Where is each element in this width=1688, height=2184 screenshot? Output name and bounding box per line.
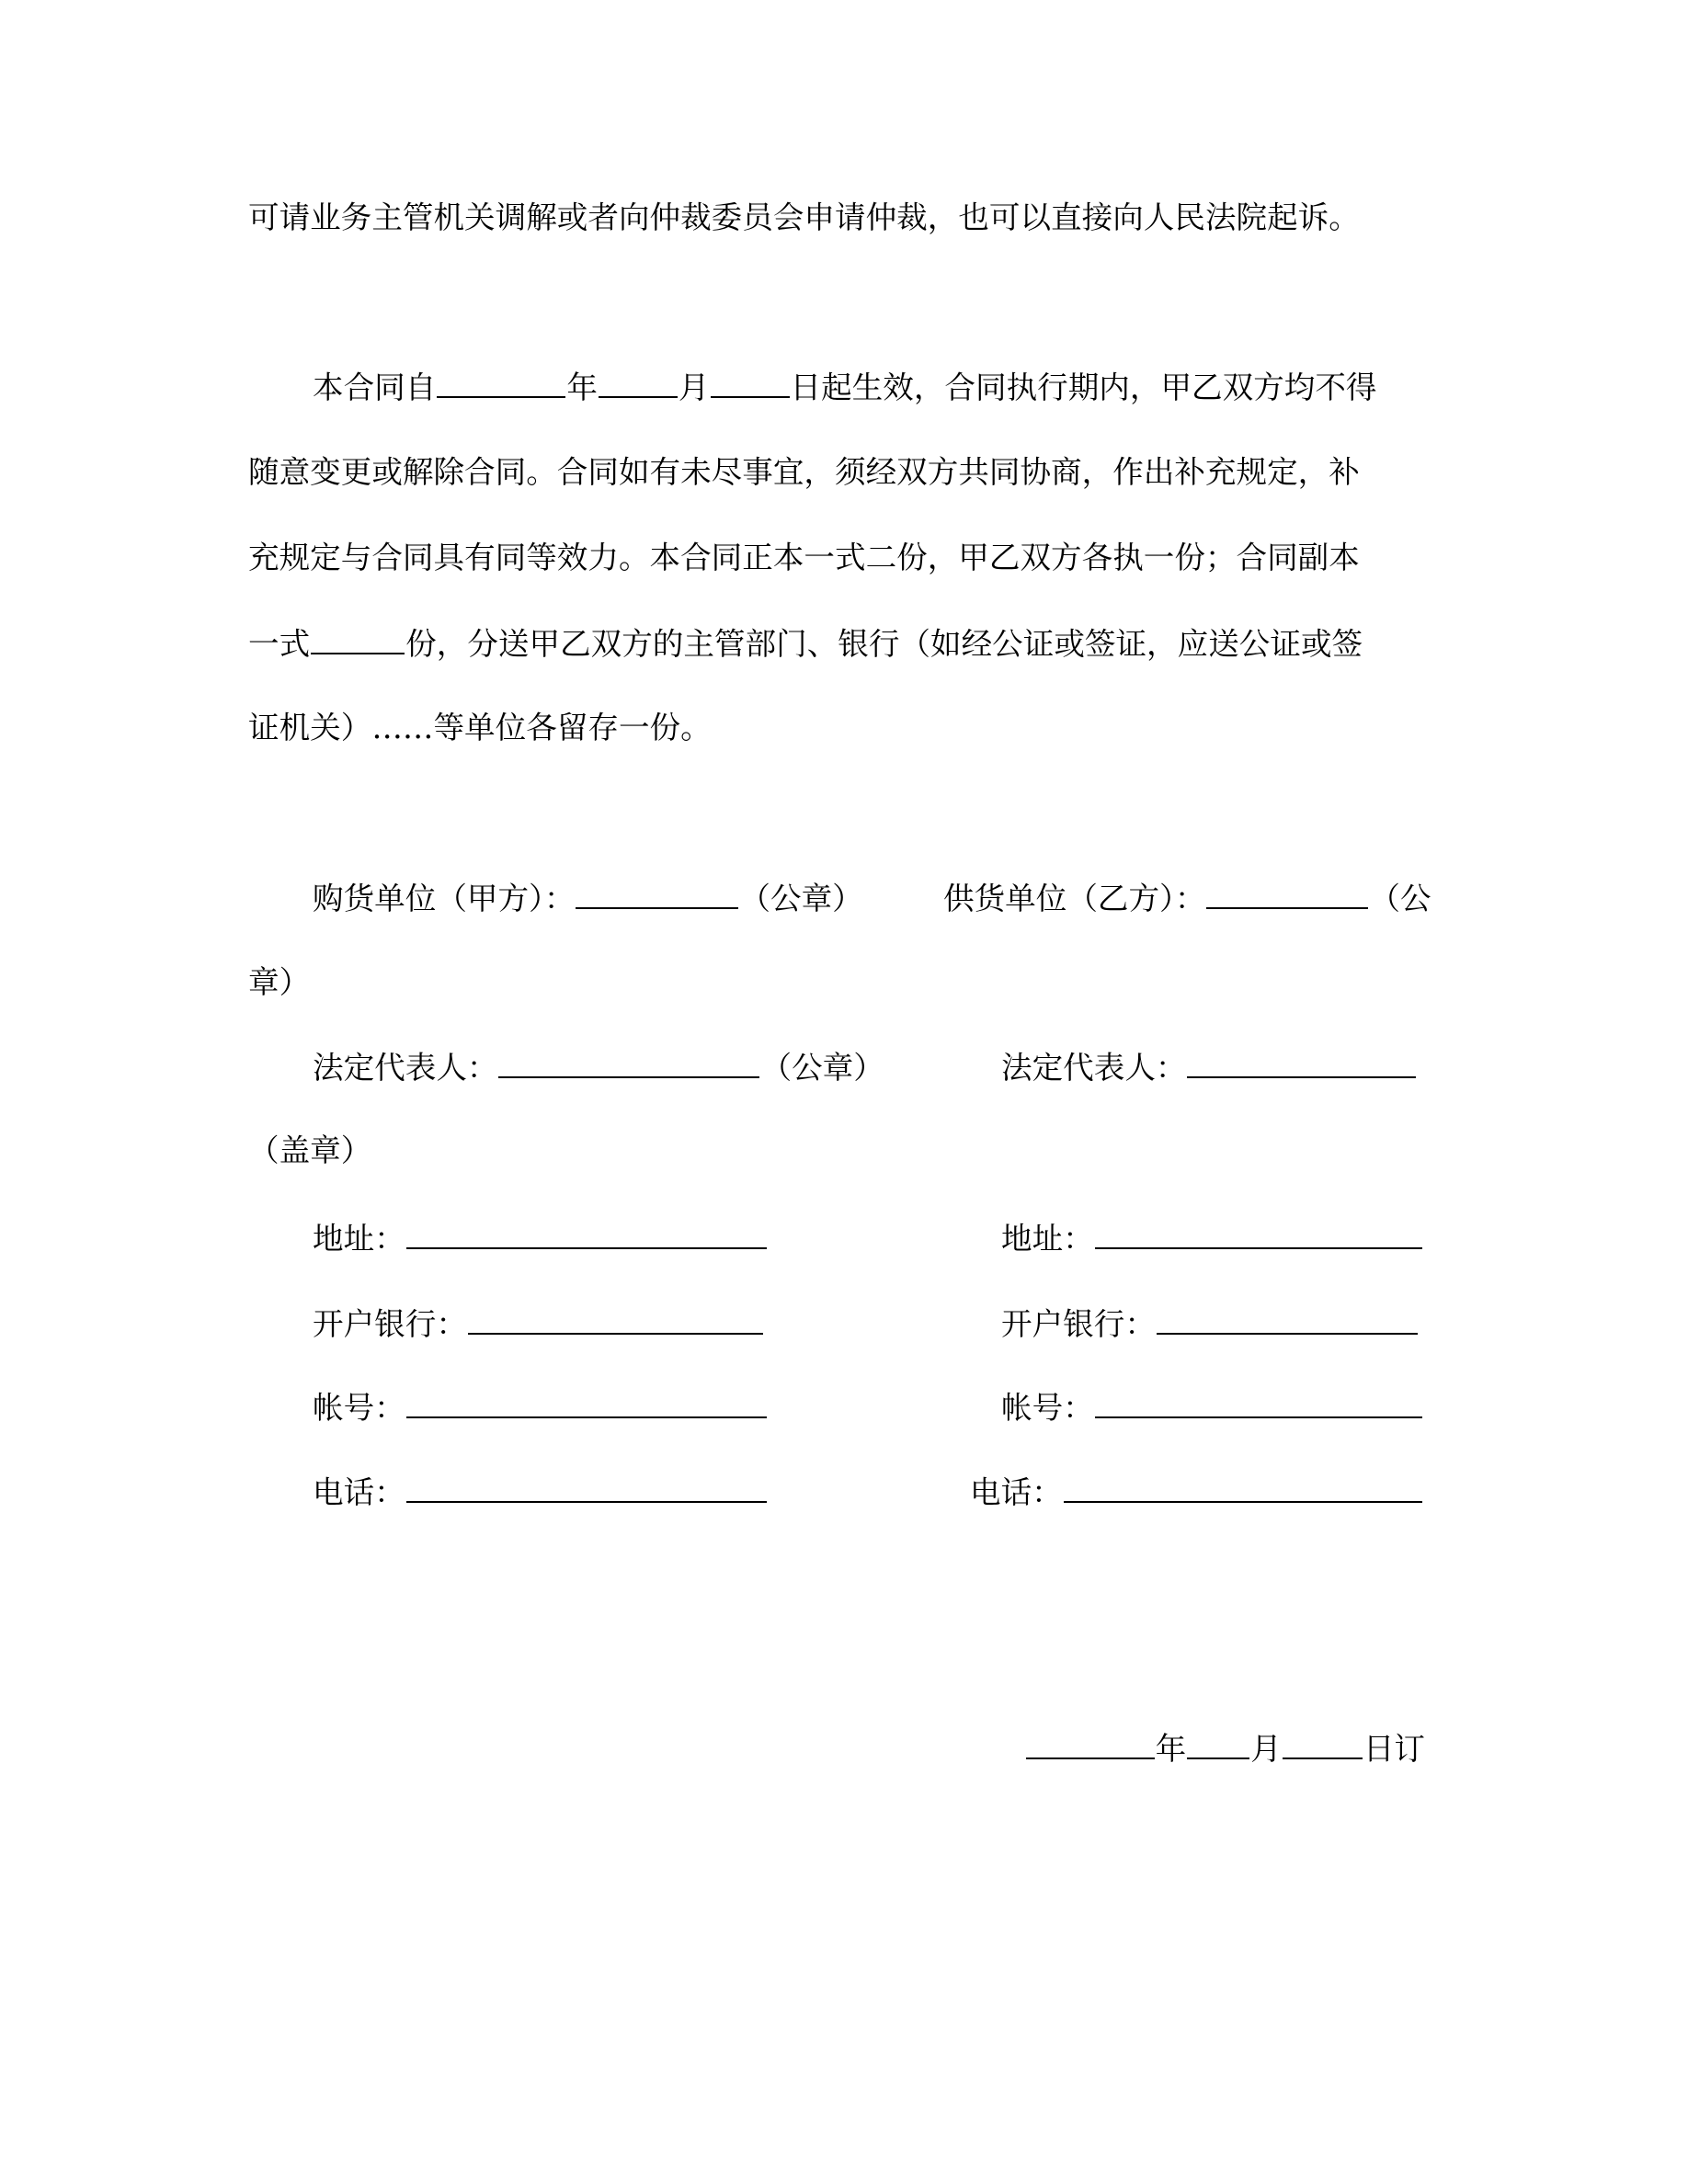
rep-seal: （公章） xyxy=(760,1050,884,1086)
rep-label: 法定代表人： xyxy=(313,1050,498,1086)
account-right xyxy=(1001,1389,1423,1426)
phone-label: 电话： xyxy=(970,1474,1063,1510)
signing-date xyxy=(1025,1730,1425,1767)
closing-clause-line: 可请业务主管机关调解或者向仲裁委员会申请仲裁，也可以直接向人民法院起诉。 xyxy=(248,199,1360,235)
legal-rep-right xyxy=(1001,1049,1417,1086)
address-left xyxy=(313,1220,768,1257)
rep-label: 法定代表人： xyxy=(1001,1050,1187,1086)
seller-blank[interactable] xyxy=(1206,880,1368,909)
rep-right-blank[interactable] xyxy=(1187,1049,1416,1078)
effective-clause-line-1 xyxy=(313,369,1377,405)
phone-right xyxy=(970,1473,1423,1510)
text: 份，分送甲乙双方的主管部门、银行（如经公证或签证，应送公证或签 xyxy=(405,626,1363,662)
address-left-blank[interactable] xyxy=(406,1220,767,1249)
text: 年 xyxy=(1155,1731,1187,1767)
buyer-label: 购货单位（甲方）： xyxy=(313,881,576,916)
address-label: 地址： xyxy=(1001,1221,1094,1257)
seller-seal-cont: 章） xyxy=(248,964,311,1000)
buyer-blank[interactable] xyxy=(576,880,738,909)
buyer-unit xyxy=(313,880,863,916)
phone-left xyxy=(313,1473,768,1510)
address-label: 地址： xyxy=(313,1221,405,1257)
address-right-blank[interactable] xyxy=(1095,1220,1422,1249)
address-right xyxy=(1001,1220,1423,1257)
day-blank[interactable] xyxy=(711,369,790,398)
text: 年 xyxy=(566,370,598,405)
text: 本合同自 xyxy=(313,370,437,405)
seller-seal: （公 xyxy=(1369,881,1431,916)
date-month-blank[interactable] xyxy=(1187,1730,1249,1759)
effective-clause-line-4 xyxy=(248,625,1363,662)
bank-label: 开户银行： xyxy=(313,1306,467,1342)
phone-left-blank[interactable] xyxy=(406,1473,767,1503)
year-blank[interactable] xyxy=(437,369,565,398)
effective-clause-line-3: 充规定与合同具有同等效力。本合同正本一式二份，甲乙双方各执一份；合同副本 xyxy=(248,540,1360,575)
account-label: 帐号： xyxy=(1001,1390,1094,1426)
copies-blank[interactable] xyxy=(311,625,405,654)
rep-right-seal: （盖章） xyxy=(248,1132,372,1168)
account-label: 帐号： xyxy=(313,1390,405,1426)
account-left-blank[interactable] xyxy=(406,1389,767,1418)
phone-label: 电话： xyxy=(313,1474,405,1510)
account-left xyxy=(313,1389,768,1426)
date-day-blank[interactable] xyxy=(1283,1730,1363,1759)
account-right-blank[interactable] xyxy=(1095,1389,1422,1418)
text: 日订 xyxy=(1363,1731,1425,1767)
phone-right-blank[interactable] xyxy=(1064,1473,1422,1503)
text: 一式 xyxy=(248,626,311,662)
seller-label: 供货单位（乙方）： xyxy=(943,881,1206,916)
effective-clause-line-5: 证机关）……等单位各留存一份。 xyxy=(248,710,712,745)
legal-rep-left xyxy=(313,1049,884,1086)
bank-right xyxy=(1001,1305,1419,1342)
bank-left-blank[interactable] xyxy=(468,1305,763,1335)
bank-right-blank[interactable] xyxy=(1157,1305,1418,1335)
seller-unit xyxy=(943,880,1431,916)
bank-left xyxy=(313,1305,764,1342)
rep-left-blank[interactable] xyxy=(498,1049,759,1078)
text: 月 xyxy=(1250,1731,1282,1767)
bank-label: 开户银行： xyxy=(1001,1306,1156,1342)
text: 日起生效，合同执行期内，甲乙双方均不得 xyxy=(790,370,1377,405)
month-blank[interactable] xyxy=(599,369,678,398)
date-year-blank[interactable] xyxy=(1026,1730,1155,1759)
effective-clause-line-2: 随意变更或解除合同。合同如有未尽事宜，须经双方共同协商，作出补充规定，补 xyxy=(248,454,1360,490)
text: 月 xyxy=(678,370,710,405)
buyer-seal: （公章） xyxy=(739,881,863,916)
